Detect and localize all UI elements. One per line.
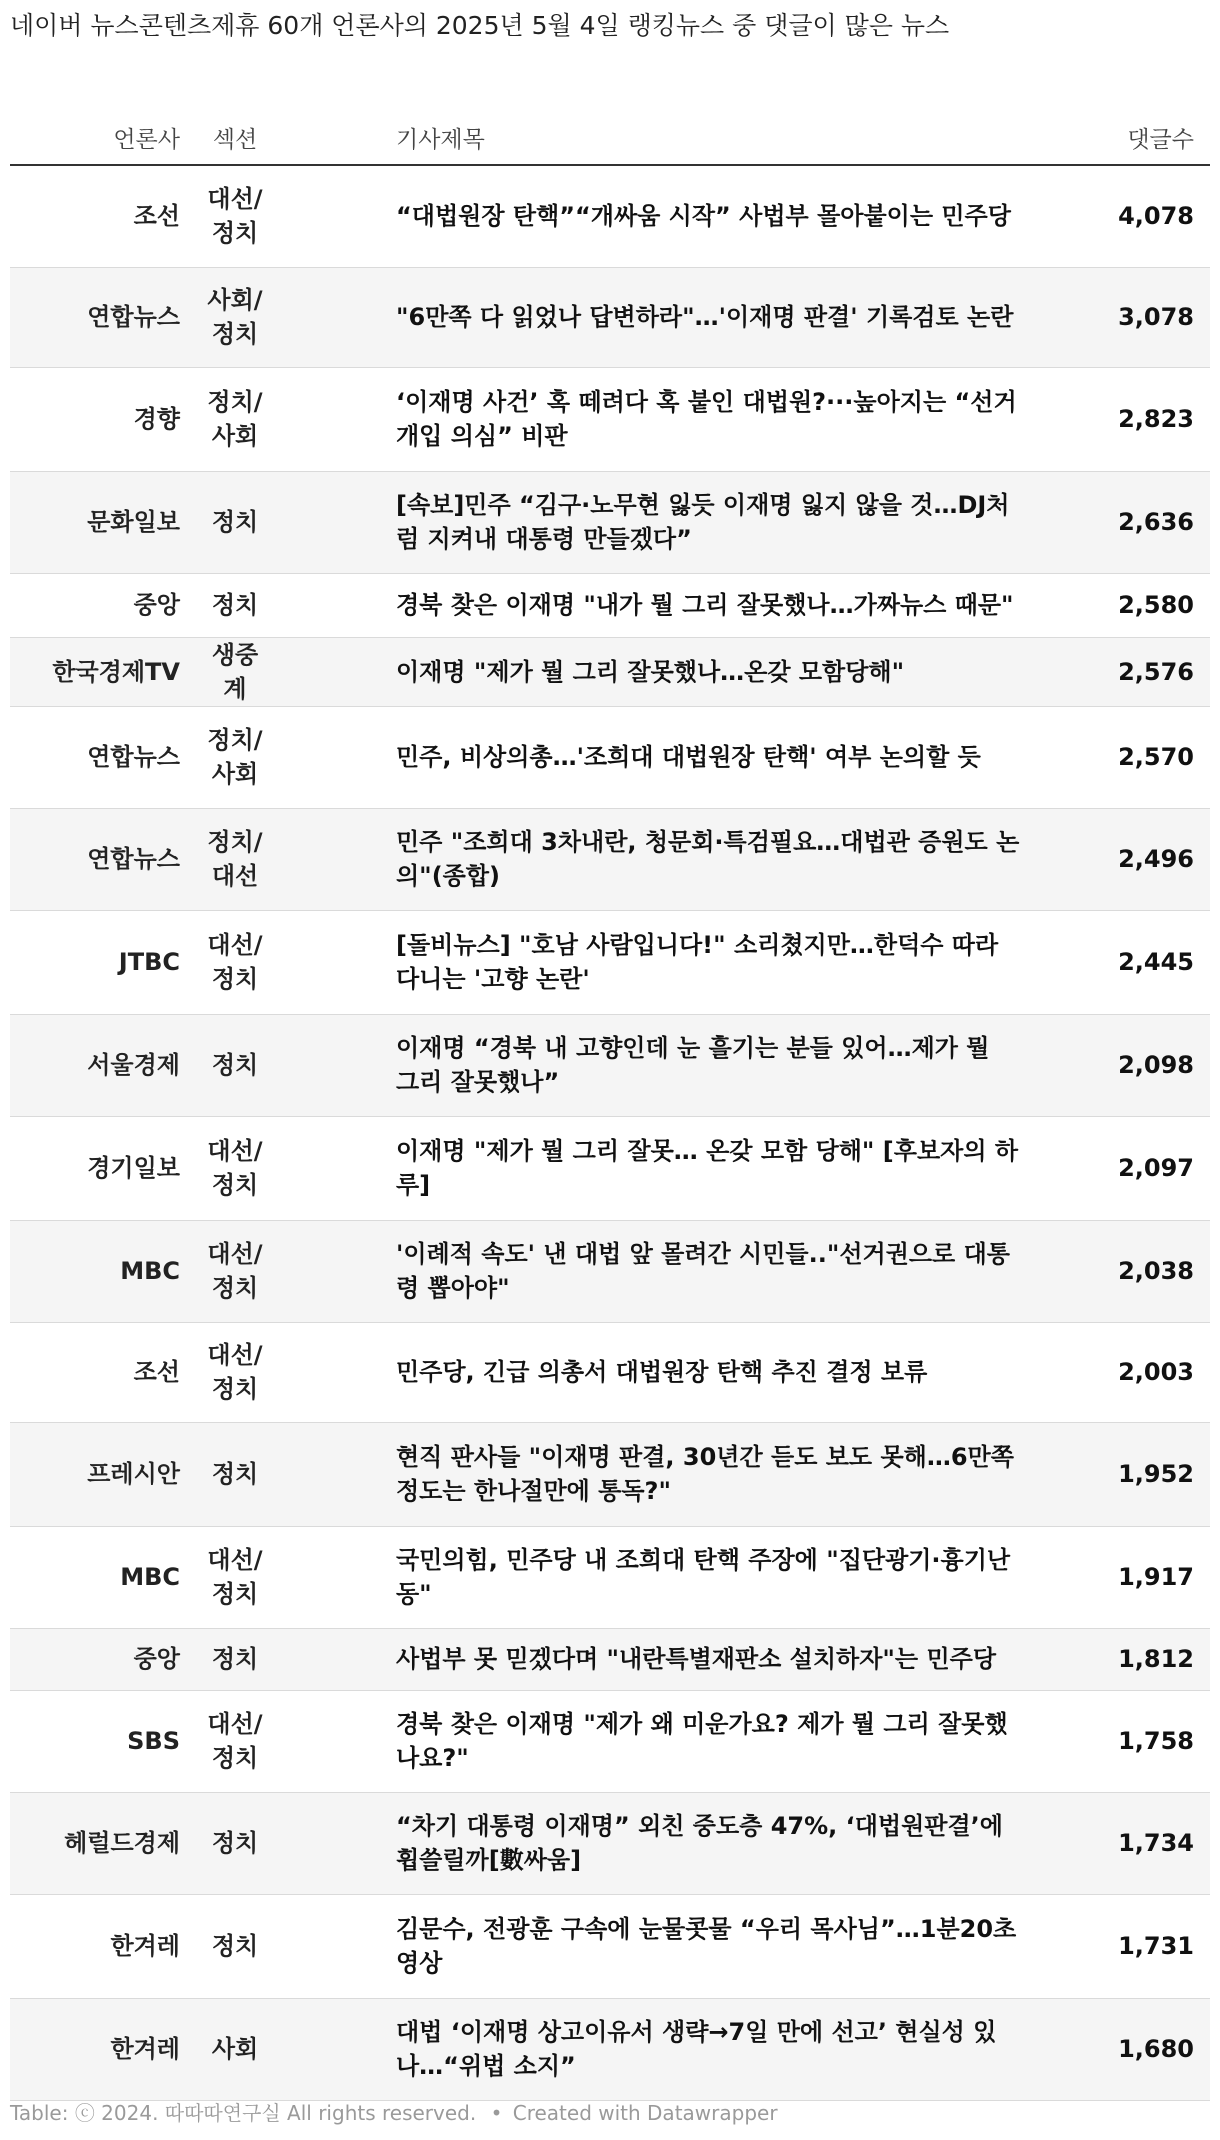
table-row[interactable] <box>10 367 1210 471</box>
footer-credit-link[interactable]: Created with Datawrapper <box>512 2101 778 2125</box>
cell-comments: 2,496 <box>1050 808 1210 910</box>
cell-headline[interactable]: 경북 찾은 이재명 "내가 뭘 그리 잘못했나…가짜뉴스 때문" <box>290 573 1050 637</box>
table-row[interactable] <box>10 1526 1210 1628</box>
cell-publisher: 조선 <box>10 1322 180 1422</box>
cell-section: 생중계 <box>180 637 290 706</box>
table-row[interactable] <box>10 1422 1210 1526</box>
cell-publisher: JTBC <box>10 910 180 1014</box>
cell-section: 대선/정치 <box>180 165 290 267</box>
cell-comments: 2,580 <box>1050 573 1210 637</box>
cell-comments: 2,003 <box>1050 1322 1210 1422</box>
cell-comments: 2,636 <box>1050 471 1210 573</box>
cell-headline[interactable]: 이재명 "제가 뭘 그리 잘못했나…온갖 모함당해" <box>290 637 1050 706</box>
table-row[interactable] <box>10 637 1210 706</box>
cell-headline[interactable]: ‘이재명 사건’ 혹 떼려다 혹 붙인 대법원?···높아지는 “선거 개입 의심” 비판 <box>290 367 1050 471</box>
cell-publisher: 한겨레 <box>10 1894 180 1998</box>
cell-publisher: MBC <box>10 1220 180 1322</box>
cell-publisher: 연합뉴스 <box>10 706 180 808</box>
table-header <box>10 84 1210 165</box>
cell-headline[interactable]: “차기 대통령 이재명” 외친 중도층 47%, ‘대법원판결’에 휩쓸릴까[數싸움] <box>290 1792 1050 1894</box>
table-row[interactable] <box>10 1998 1210 2100</box>
table-row[interactable] <box>10 1894 1210 1998</box>
cell-comments: 2,098 <box>1050 1014 1210 1116</box>
cell-headline[interactable]: 민주당, 긴급 의총서 대법원장 탄핵 추진 결정 보류 <box>290 1322 1050 1422</box>
cell-section: 대선/정치 <box>180 1220 290 1322</box>
cell-publisher: SBS <box>10 1690 180 1792</box>
footer-copyright: Table: ⓒ 2024. 따따따연구실 All rights reserved. <box>10 2101 477 2125</box>
cell-comments: 2,570 <box>1050 706 1210 808</box>
cell-publisher: 연합뉴스 <box>10 808 180 910</box>
table-row[interactable] <box>10 267 1210 367</box>
cell-section: 정치 <box>180 1628 290 1690</box>
table-row[interactable] <box>10 706 1210 808</box>
cell-publisher: 프레시안 <box>10 1422 180 1526</box>
page-title: 네이버 뉴스콘텐츠제휴 60개 언론사의 2025년 5월 4일 랭킹뉴스 중 댓글이 많은 뉴스 <box>10 11 950 40</box>
table-row[interactable] <box>10 1690 1210 1792</box>
cell-publisher: 연합뉴스 <box>10 267 180 367</box>
cell-publisher: 중앙 <box>10 1628 180 1690</box>
table-body <box>10 165 1210 2100</box>
table-row[interactable] <box>10 471 1210 573</box>
cell-headline[interactable]: “대법원장 탄핵”“개싸움 시작” 사법부 몰아붙이는 민주당 <box>290 165 1050 267</box>
table-row[interactable] <box>10 1322 1210 1422</box>
table-row[interactable] <box>10 808 1210 910</box>
table-row[interactable] <box>10 910 1210 1014</box>
column-header-publisher[interactable]: 언론사 <box>10 84 180 165</box>
cell-section: 대선/정치 <box>180 1322 290 1422</box>
cell-section: 정치/대선 <box>180 808 290 910</box>
cell-headline[interactable]: 이재명 "제가 뭘 그리 잘못… 온갖 모함 당해" [후보자의 하루] <box>290 1116 1050 1220</box>
cell-headline[interactable]: 경북 찾은 이재명 "제가 왜 미운가요? 제가 뭘 그리 잘못했나요?" <box>290 1690 1050 1792</box>
table-row[interactable] <box>10 573 1210 637</box>
cell-comments: 2,097 <box>1050 1116 1210 1220</box>
cell-comments: 4,078 <box>1050 165 1210 267</box>
cell-headline[interactable]: 민주 "조희대 3차내란, 청문회·특검필요…대법관 증원도 논의"(종합) <box>290 808 1050 910</box>
table-row[interactable] <box>10 1220 1210 1322</box>
cell-comments: 1,952 <box>1050 1422 1210 1526</box>
cell-headline[interactable]: 사법부 못 믿겠다며 "내란특별재판소 설치하자"는 민주당 <box>290 1628 1050 1690</box>
column-header-section[interactable]: 섹션 <box>180 84 290 165</box>
cell-section: 정치 <box>180 573 290 637</box>
cell-section: 대선/정치 <box>180 910 290 1014</box>
cell-headline[interactable]: 김문수, 전광훈 구속에 눈물콧물 “우리 목사님”…1분20초 영상 <box>290 1894 1050 1998</box>
footer-separator: • <box>490 2101 503 2125</box>
table-row[interactable] <box>10 165 1210 267</box>
cell-section: 사회 <box>180 1998 290 2100</box>
cell-headline[interactable]: 대법 ‘이재명 상고이유서 생략→7일 만에 선고’ 현실성 있나…“위법 소지” <box>290 1998 1050 2100</box>
table-row[interactable] <box>10 1014 1210 1116</box>
cell-headline[interactable]: 현직 판사들 "이재명 판결, 30년간 듣도 보도 못해…6만쪽 정도는 한나절만에 통독?" <box>290 1422 1050 1526</box>
cell-comments: 1,812 <box>1050 1628 1210 1690</box>
cell-headline[interactable]: "6만쪽 다 읽었나 답변하라"…'이재명 판결' 기록검토 논란 <box>290 267 1050 367</box>
column-header-headline[interactable]: 기사제목 <box>290 84 1050 165</box>
footer <box>10 2100 778 2126</box>
cell-section: 정치/사회 <box>180 367 290 471</box>
cell-comments: 2,576 <box>1050 637 1210 706</box>
cell-headline[interactable]: 국민의힘, 민주당 내 조희대 탄핵 주장에 "집단광기·흉기난동" <box>290 1526 1050 1628</box>
cell-comments: 1,758 <box>1050 1690 1210 1792</box>
cell-headline[interactable]: 민주, 비상의총…'조희대 대법원장 탄핵' 여부 논의할 듯 <box>290 706 1050 808</box>
cell-headline[interactable]: [속보]민주 “김구·노무현 잃듯 이재명 잃지 않을 것…DJ처럼 지켜내 대통령 만들겠다” <box>290 471 1050 573</box>
ranking-news-table <box>10 84 1210 2101</box>
cell-publisher: 한국경제TV <box>10 637 180 706</box>
cell-comments: 2,823 <box>1050 367 1210 471</box>
cell-comments: 2,038 <box>1050 1220 1210 1322</box>
cell-publisher: 조선 <box>10 165 180 267</box>
cell-publisher: 한겨레 <box>10 1998 180 2100</box>
cell-comments: 1,680 <box>1050 1998 1210 2100</box>
cell-publisher: 중앙 <box>10 573 180 637</box>
table-row[interactable] <box>10 1116 1210 1220</box>
cell-publisher: MBC <box>10 1526 180 1628</box>
cell-section: 대선/정치 <box>180 1116 290 1220</box>
cell-section: 대선/정치 <box>180 1690 290 1792</box>
cell-section: 대선/정치 <box>180 1526 290 1628</box>
cell-section: 사회/정치 <box>180 267 290 367</box>
cell-section: 정치 <box>180 471 290 573</box>
cell-headline[interactable]: '이례적 속도' 낸 대법 앞 몰려간 시민들.."선거권으로 대통령 뽑아야" <box>290 1220 1050 1322</box>
column-header-comments[interactable]: 댓글수 <box>1050 84 1210 165</box>
cell-section: 정치 <box>180 1792 290 1894</box>
cell-publisher: 경기일보 <box>10 1116 180 1220</box>
cell-comments: 3,078 <box>1050 267 1210 367</box>
cell-publisher: 서울경제 <box>10 1014 180 1116</box>
cell-comments: 1,917 <box>1050 1526 1210 1628</box>
cell-section: 정치 <box>180 1014 290 1116</box>
cell-comments: 1,734 <box>1050 1792 1210 1894</box>
cell-section: 정치/사회 <box>180 706 290 808</box>
table-row[interactable] <box>10 1792 1210 1894</box>
cell-publisher: 경향 <box>10 367 180 471</box>
cell-headline[interactable]: [돌비뉴스] "호남 사람입니다!" 소리쳤지만…한덕수 따라다니는 '고향 논란' <box>290 910 1050 1014</box>
cell-publisher: 헤럴드경제 <box>10 1792 180 1894</box>
cell-publisher: 문화일보 <box>10 471 180 573</box>
cell-section: 정치 <box>180 1422 290 1526</box>
cell-section: 정치 <box>180 1894 290 1998</box>
cell-comments: 2,445 <box>1050 910 1210 1014</box>
cell-headline[interactable]: 이재명 “경북 내 고향인데 눈 흘기는 분들 있어…제가 뭘 그리 잘못했나” <box>290 1014 1050 1116</box>
table-row[interactable] <box>10 1628 1210 1690</box>
cell-comments: 1,731 <box>1050 1894 1210 1998</box>
